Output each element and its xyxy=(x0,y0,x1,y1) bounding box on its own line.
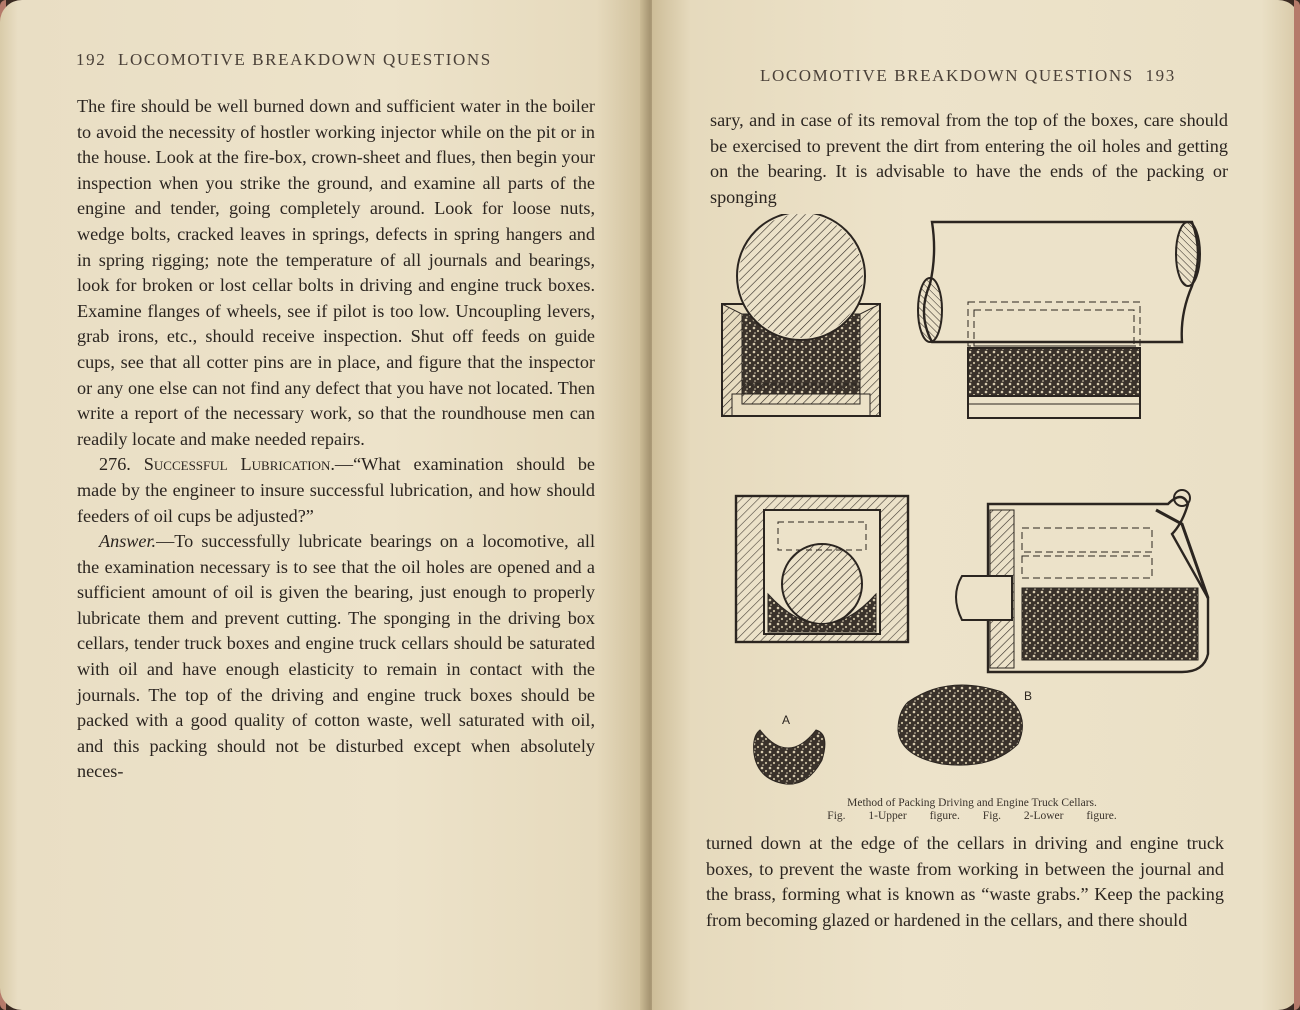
question-text: —“What examination should be made by the engineer to insure successful lubrication, and how should feeders of oil cups be adjusted?” xyxy=(77,454,595,526)
caption-fig1: Fig. 1-Upper figure. xyxy=(827,810,960,822)
caption-title: Method of Packing Driving and Engine Truck Cellars. xyxy=(847,797,1097,809)
right-page-number: 193 xyxy=(1145,66,1176,85)
packing-diagram xyxy=(712,214,1252,794)
packing-illustration xyxy=(712,214,1252,814)
paragraph-continuation: sary, and in case of its removal from the top of the boxes, care should be exercised to prevent the dirt from entering the oil holes and getting on the bearing. It is advisable to have the ends of the packing or sponging xyxy=(710,110,1228,207)
left-page-number: 192 xyxy=(76,50,107,69)
journal-side-view xyxy=(918,222,1200,418)
truck-box-section-view xyxy=(956,490,1208,672)
truck-box-front-view xyxy=(736,496,908,642)
right-page xyxy=(652,0,1300,1010)
right-running-head xyxy=(760,66,1176,86)
answer-paragraph xyxy=(77,529,595,785)
question-title: Successful Lubrication. xyxy=(143,454,335,475)
question-276 xyxy=(77,452,595,529)
left-page xyxy=(0,0,648,1010)
cover-edge-right xyxy=(1294,0,1300,1010)
caption-figures xyxy=(712,810,1232,823)
right-page-bottom-text xyxy=(706,831,1224,933)
waste-sample-a xyxy=(754,730,825,784)
answer-text: —To successfully lubricate bearings on a locomotive, all the examination necessary is to see that the oil holes are opened and a sufficient amount of oil is given the bearing, just enough to properly lubricate them and prevent cutting. The sponging in the driving box cellars, tender truck boxes and engine truck cellars should be saturated with oil and have enough elasticity to remain in contact with the journals. The top of the driving and engine truck boxes should be packed with a good quality of cotton waste, well saturated with oil, and this packing should not be disturbed except when absolutely neces- xyxy=(77,531,595,782)
paragraph-inspection: The fire should be well burned down and sufficient water in the boiler to avoid the necessity of hostler working injector while on the pit or in the house. Look at the fire-box, crown-sheet and flues, then begin your inspection when you strike the ground, and examine all parts of the engine and tender, going completely around. Look for loose nuts, wedge bolts, cracked leaves in springs, defects in spring hangers and in spring rigging; note the temperature of all journals and bearings, look for broken or lost cellar bolts in driving and engine truck boxes. Examine flanges of wheels, see if pilot is too low. Uncoupling levers, grab irons, etc., should receive inspection. Shut off feeds on guide cups, see that all cotter pins are in place, and figure that the inspector or any one else can not find any defect that you have not located. Then write a report of the necessary work, so that the roundhouse men can readily locate and make needed repairs. xyxy=(77,96,595,449)
label-b: B xyxy=(1024,689,1033,703)
question-number: 276. xyxy=(99,454,131,475)
figure-caption xyxy=(712,797,1232,823)
driving-box-end-view xyxy=(722,214,880,416)
label-a: A xyxy=(782,713,791,727)
right-page-top-text xyxy=(710,108,1228,210)
answer-label: Answer. xyxy=(99,531,157,552)
paragraph-waste-grabs: turned down at the edge of the cellars in driving and engine truck boxes, to prevent the waste from working in between the journal and the brass, forming what is known as “waste grabs.” Keep the packing from becoming glazed or hardened in the cellars, and there should xyxy=(706,833,1224,930)
left-page-body xyxy=(77,94,595,785)
left-running-head xyxy=(76,50,492,70)
caption-fig2: Fig. 2-Lower figure. xyxy=(982,810,1117,822)
left-running-title: LOCOMOTIVE BREAKDOWN QUESTIONS xyxy=(118,50,492,69)
waste-sample-b xyxy=(898,685,1022,765)
right-running-title: LOCOMOTIVE BREAKDOWN QUESTIONS xyxy=(760,66,1134,85)
